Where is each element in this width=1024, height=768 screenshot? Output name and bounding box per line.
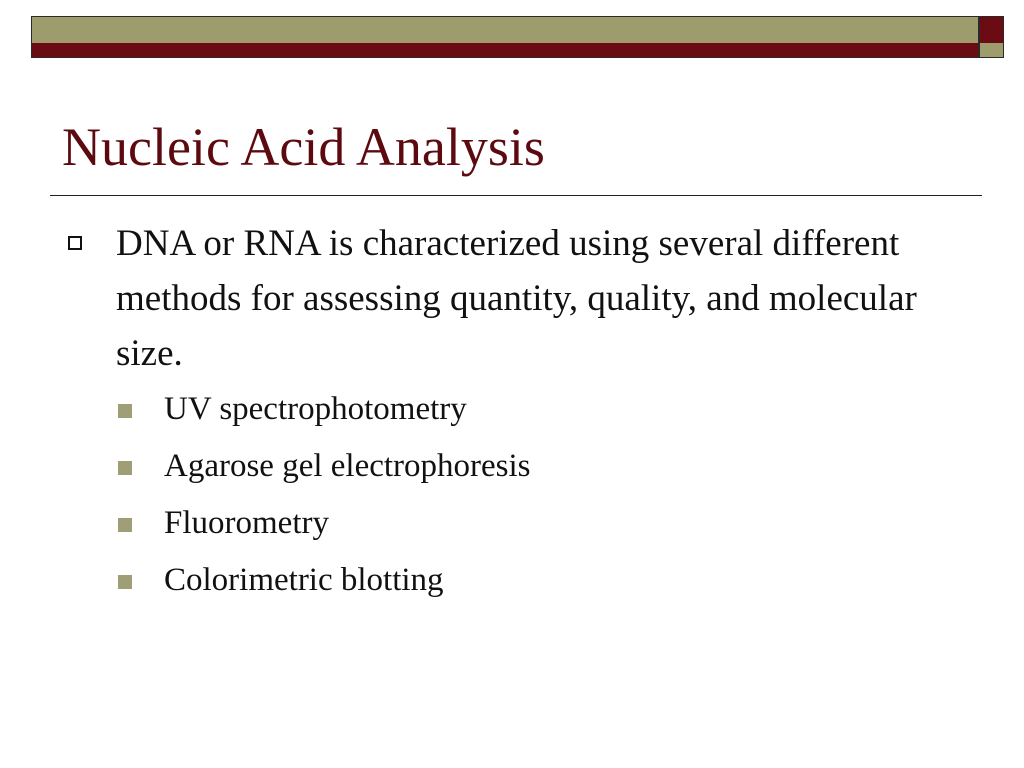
header-band-olive bbox=[32, 17, 978, 43]
header-corner-maroon bbox=[980, 17, 1003, 43]
filled-square-bullet-icon bbox=[118, 461, 132, 475]
slide-title: Nucleic Acid Analysis bbox=[62, 117, 545, 177]
header-corner-olive bbox=[980, 43, 1003, 57]
title-divider bbox=[50, 195, 982, 196]
sub-bullet-text: Fluorometry bbox=[164, 505, 329, 541]
header-band-maroon bbox=[32, 43, 978, 57]
sub-bullet-text: UV spectrophotometry bbox=[164, 391, 467, 427]
filled-square-bullet-icon bbox=[118, 518, 132, 532]
filled-square-bullet-icon bbox=[118, 404, 132, 418]
sub-bullet-text: Agarose gel electrophoresis bbox=[164, 448, 531, 484]
hollow-square-bullet-icon bbox=[68, 236, 82, 250]
header-band bbox=[31, 16, 979, 58]
sub-bullet-text: Colorimetric blotting bbox=[164, 562, 444, 598]
main-bullet-text: DNA or RNA is characterized using several different methods for assessing quantity, quality, and molecular size. bbox=[116, 223, 917, 374]
header-corner-block bbox=[979, 16, 1004, 58]
filled-square-bullet-icon bbox=[118, 575, 132, 589]
